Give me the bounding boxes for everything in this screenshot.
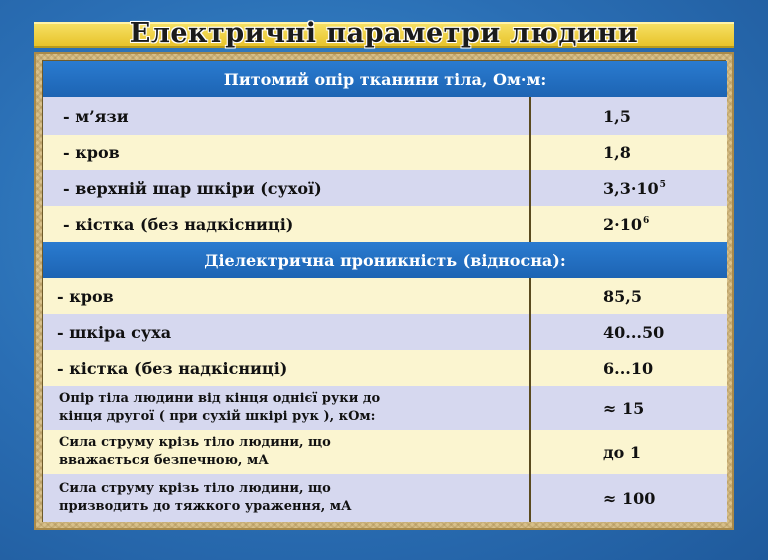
row-value: 2·10 $^6$ <box>529 206 727 242</box>
table-row <box>43 97 727 135</box>
section-header-resistivity <box>43 61 727 97</box>
section-header-text: Діелектрична проникність (відносна): <box>204 250 566 270</box>
section-header-text: Питомий опір тканини тіла, Ом·м: <box>223 69 547 89</box>
table-row <box>43 314 727 350</box>
row-label: - верхній шар шкіри (сухої) <box>63 178 322 198</box>
row-value: 3,3·10 $^5$ <box>529 170 727 206</box>
poster-title: Електричні параметри людини <box>129 18 639 49</box>
table-row <box>43 170 727 206</box>
row-label: Сила струму крізь тіло людини, що призводить до тяжкого ураження, мА <box>59 481 352 514</box>
row-label: - кістка (без надкісниці) <box>63 214 294 234</box>
row-label: - кров <box>63 143 120 162</box>
table-row <box>43 350 727 386</box>
table-row <box>43 278 727 314</box>
row-value: 1,5 <box>529 97 727 135</box>
table-row <box>43 135 727 170</box>
row-label: Опір тіла людини від кінця однієї руки до кінця другої ( при сухій шкірі рук ), кОм: <box>59 391 381 424</box>
row-value: 40...50 <box>529 314 727 350</box>
parameters-table <box>42 60 726 522</box>
table-row <box>43 474 727 522</box>
poster-title-wrap <box>0 14 768 54</box>
row-value: до 1 <box>529 430 727 474</box>
row-label: - кістка (без надкісниці) <box>57 358 288 378</box>
table-row <box>43 386 727 430</box>
row-label: - м’язи <box>63 106 129 126</box>
row-label: - шкіра суха <box>57 322 172 342</box>
table-row <box>43 206 727 242</box>
row-value: 85,5 <box>529 278 727 314</box>
row-value: ≈ 100 <box>529 474 727 522</box>
row-value: 1,8 <box>529 135 727 170</box>
table-row <box>43 430 727 474</box>
row-label: - кров <box>57 286 114 306</box>
section-header-permittivity <box>43 242 727 278</box>
row-label: Сила струму крізь тіло людини, що вважається безпечною, мА <box>59 435 331 468</box>
row-value: 6...10 <box>529 350 727 386</box>
row-value: ≈ 15 <box>529 386 727 430</box>
